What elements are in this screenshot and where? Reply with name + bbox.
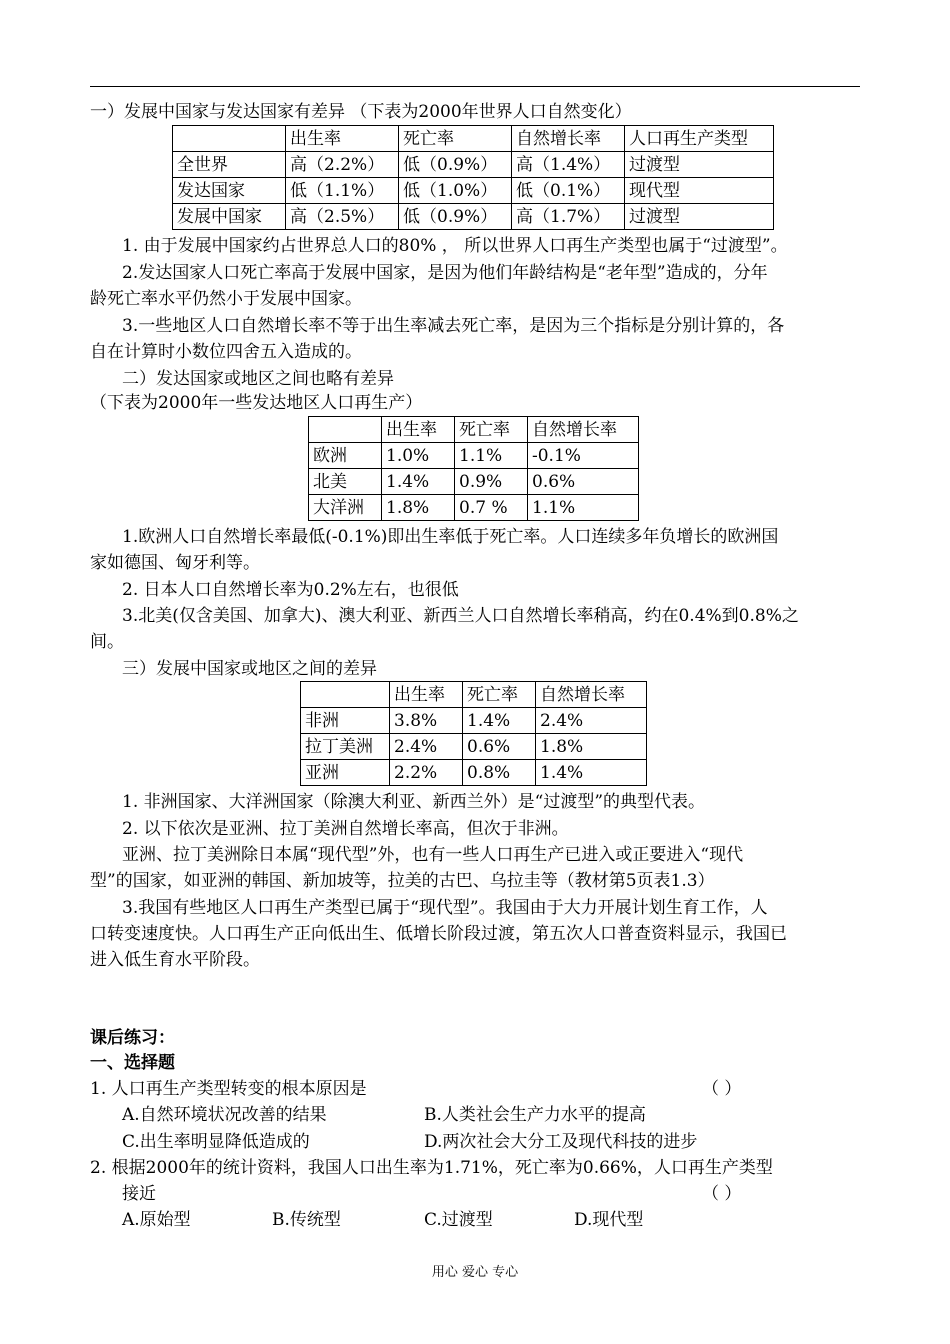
table-cell: 全世界 bbox=[173, 152, 286, 178]
table-row bbox=[173, 178, 774, 204]
table-cell: 出生率 bbox=[390, 682, 463, 708]
section3-heading: 三）发展中国家或地区之间的差异 bbox=[122, 659, 377, 679]
table-cell: 1.8% bbox=[536, 734, 647, 760]
table-cell: 出生率 bbox=[286, 126, 399, 152]
section1-heading: 一）发展中国家与发达国家有差异 （下表为2000年世界人口自然变化） bbox=[90, 102, 632, 122]
table-cell: 死亡率 bbox=[399, 126, 512, 152]
table-cell: 1.4% bbox=[536, 760, 647, 786]
table-cell: 1.4% bbox=[382, 469, 455, 495]
paragraph: 型”的国家，如亚洲的韩国、新加坡等，拉美的古巴、乌拉圭等（教材第5页表1.3） bbox=[90, 871, 715, 891]
table-cell: 0.6% bbox=[528, 469, 639, 495]
section2-caption: （下表为2000年一些发达地区人口再生产） bbox=[90, 393, 423, 413]
paragraph: 1. 由于发展中国家约占世界总人口的80% ， 所以世界人口再生产类型也属于“过渡型”。 bbox=[122, 236, 788, 256]
paragraph: 2. 以下依次是亚洲、拉丁美洲自然增长率高，但次于非洲。 bbox=[122, 819, 569, 839]
question-2-option-c: C.过渡型 bbox=[424, 1210, 493, 1230]
exercise-title: 课后练习： bbox=[90, 1028, 175, 1048]
table-row bbox=[173, 204, 774, 230]
table-header-row bbox=[309, 417, 639, 443]
paragraph: 2. 日本人口自然增长率为0.2%左右，也很低 bbox=[122, 580, 459, 600]
question-1-option-a: A.自然环境状况改善的结果 bbox=[122, 1105, 327, 1125]
table-cell: 高（2.2%） bbox=[286, 152, 399, 178]
question-2-stem: 2. 根据2000年的统计资料，我国人口出生率为1.71%，死亡率为0.66%，人口再生产类型 bbox=[90, 1158, 773, 1178]
table-cell: 自然增长率 bbox=[528, 417, 639, 443]
table-cell: 过渡型 bbox=[625, 152, 774, 178]
table-cell: 高（1.7%） bbox=[512, 204, 625, 230]
header-rule bbox=[90, 86, 860, 87]
table-row bbox=[309, 469, 639, 495]
table-row bbox=[301, 708, 647, 734]
table-cell: 1.1% bbox=[528, 495, 639, 521]
question-2-stem-continued: 接近 bbox=[122, 1184, 156, 1204]
paragraph: 口转变速度快。人口再生产正向低出生、低增长阶段过渡，第五次人口普查资料显示，我国已 bbox=[90, 924, 787, 944]
exercise-section-heading: 一、选择题 bbox=[90, 1053, 175, 1073]
question-1-stem: 1. 人口再生产类型转变的根本原因是 bbox=[90, 1079, 367, 1099]
table-cell: 人口再生产类型 bbox=[625, 126, 774, 152]
table-row bbox=[309, 443, 639, 469]
table-cell: 高（2.5%） bbox=[286, 204, 399, 230]
question-1-option-d: D.两次社会大分工及现代科技的进步 bbox=[424, 1132, 698, 1152]
question-1-option-c: C.出生率明显降低造成的 bbox=[122, 1132, 310, 1152]
table-cell: 2.4% bbox=[536, 708, 647, 734]
table-cell: 0.9% bbox=[455, 469, 528, 495]
table-cell: 发达国家 bbox=[173, 178, 286, 204]
table-header-row bbox=[173, 126, 774, 152]
table-header-row bbox=[301, 682, 647, 708]
paragraph: 1. 非洲国家、大洋洲国家（除澳大利亚、新西兰外）是“过渡型”的典型代表。 bbox=[122, 792, 706, 812]
page-footer: 用心 爱心 专心 bbox=[431, 1265, 519, 1280]
table-cell: 低（1.1%） bbox=[286, 178, 399, 204]
table-cell: 亚洲 bbox=[301, 760, 390, 786]
table-cell: 自然增长率 bbox=[512, 126, 625, 152]
table-cell: 自然增长率 bbox=[536, 682, 647, 708]
table-row bbox=[301, 734, 647, 760]
table-cell: 低（0.1%） bbox=[512, 178, 625, 204]
table-cell: 出生率 bbox=[382, 417, 455, 443]
question-1-option-b: B.人类社会生产力水平的提高 bbox=[424, 1105, 646, 1125]
table-cell: 非洲 bbox=[301, 708, 390, 734]
table-cell: 大洋洲 bbox=[309, 495, 382, 521]
table-cell: -0.1% bbox=[528, 443, 639, 469]
paragraph: 龄死亡率水平仍然小于发展中国家。 bbox=[90, 289, 362, 309]
developing-regions-table bbox=[300, 681, 647, 786]
paragraph: 3.北美(仅含美国、加拿大)、澳大利亚、新西兰人口自然增长率稍高，约在0.4%到0.8%之 bbox=[122, 606, 799, 626]
table-row bbox=[301, 760, 647, 786]
question-1-answer-blank: （ ） bbox=[702, 1079, 742, 1099]
table-cell: 2.4% bbox=[390, 734, 463, 760]
paragraph: 亚洲、拉丁美洲除日本属“现代型”外，也有一些人口再生产已进入或正要进入“现代 bbox=[122, 845, 744, 865]
developed-regions-table bbox=[308, 416, 639, 521]
table-row bbox=[309, 495, 639, 521]
table-cell: 发展中国家 bbox=[173, 204, 286, 230]
table-cell: 0.7 % bbox=[455, 495, 528, 521]
table-cell: 2.2% bbox=[390, 760, 463, 786]
table-cell: 低（0.9%） bbox=[399, 204, 512, 230]
table-cell: 欧洲 bbox=[309, 443, 382, 469]
paragraph: 间。 bbox=[90, 632, 124, 652]
paragraph: 进入低生育水平阶段。 bbox=[90, 950, 260, 970]
table-cell: 死亡率 bbox=[463, 682, 536, 708]
table-cell: 北美 bbox=[309, 469, 382, 495]
table-cell: 过渡型 bbox=[625, 204, 774, 230]
question-2-option-a: A.原始型 bbox=[122, 1210, 191, 1230]
paragraph: 家如德国、匈牙利等。 bbox=[90, 553, 260, 573]
table-cell bbox=[301, 682, 390, 708]
paragraph: 自在计算时小数位四舍五入造成的。 bbox=[90, 342, 362, 362]
question-2-option-d: D.现代型 bbox=[574, 1210, 644, 1230]
table-cell: 1.0% bbox=[382, 443, 455, 469]
table-cell: 低（0.9%） bbox=[399, 152, 512, 178]
table-cell: 1.4% bbox=[463, 708, 536, 734]
table-cell: 现代型 bbox=[625, 178, 774, 204]
paragraph: 1.欧洲人口自然增长率最低(-0.1%)即出生率低于死亡率。人口连续多年负增长的欧洲国 bbox=[122, 527, 779, 547]
table-cell: 低（1.0%） bbox=[399, 178, 512, 204]
table-cell: 拉丁美洲 bbox=[301, 734, 390, 760]
table-cell: 高（1.4%） bbox=[512, 152, 625, 178]
table-cell: 1.1% bbox=[455, 443, 528, 469]
table-cell: 0.8% bbox=[463, 760, 536, 786]
table-cell: 1.8% bbox=[382, 495, 455, 521]
table-cell: 3.8% bbox=[390, 708, 463, 734]
table-cell: 死亡率 bbox=[455, 417, 528, 443]
table-cell bbox=[309, 417, 382, 443]
table-row bbox=[173, 152, 774, 178]
section2-heading: 二）发达国家或地区之间也略有差异 bbox=[122, 369, 394, 389]
paragraph: 3.我国有些地区人口再生产类型已属于“现代型”。我国由于大力开展计划生育工作，人 bbox=[122, 898, 768, 918]
table-cell bbox=[173, 126, 286, 152]
paragraph: 2.发达国家人口死亡率高于发展中国家，是因为他们年龄结构是“老年型”造成的，分年 bbox=[122, 263, 768, 283]
paragraph: 3.一些地区人口自然增长率不等于出生率减去死亡率，是因为三个指标是分别计算的，各 bbox=[122, 316, 785, 336]
world-population-table bbox=[172, 125, 774, 230]
question-2-option-b: B.传统型 bbox=[272, 1210, 341, 1230]
question-2-answer-blank: （ ） bbox=[702, 1184, 742, 1204]
table-cell: 0.6% bbox=[463, 734, 536, 760]
